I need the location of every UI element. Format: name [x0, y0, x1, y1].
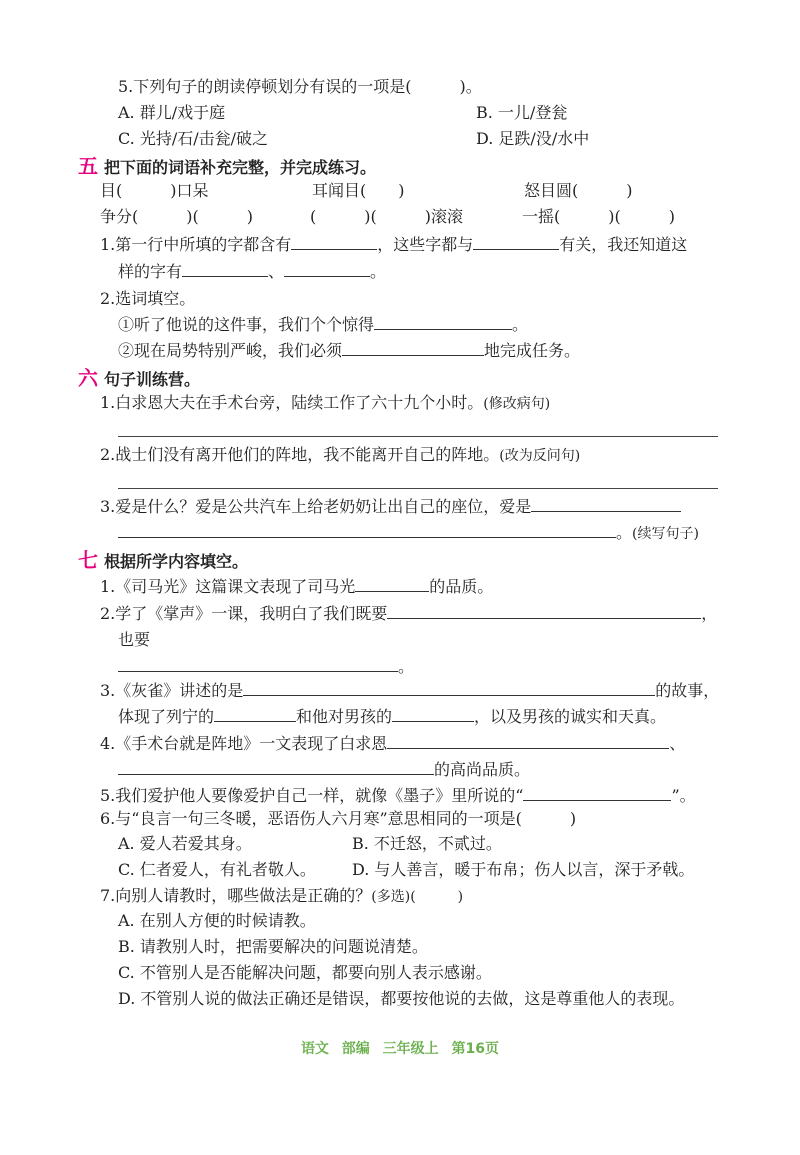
q7-option-a: A. 在别人方便的时候请教。 — [118, 911, 316, 930]
option-d: D. 足跌/没/水中 — [476, 129, 590, 148]
sec7-question-3 — [100, 680, 719, 702]
text: 的高尚品质。 — [434, 760, 531, 779]
word-item-2: 耳闻目( ) — [312, 181, 405, 200]
question-5-stem: 5.下列句子的朗读停顿划分有误的一项是( )。 — [118, 77, 482, 96]
section-number: 五 — [78, 154, 98, 178]
text: 、 — [669, 734, 686, 753]
text: 。 — [370, 262, 387, 281]
sec7-question-2 — [100, 603, 717, 625]
answer-blank[interactable] — [342, 341, 484, 356]
q7-option-b: B. 请教别人时，把需要解决的问题说清楚。 — [118, 937, 428, 956]
text: ，这些字都与 — [377, 235, 474, 254]
sec7-question-1 — [100, 576, 493, 598]
sec6-question-3 — [100, 496, 681, 518]
section-number: 六 — [78, 366, 98, 390]
hint: (改为反问句) — [499, 448, 581, 464]
sec6-question-2 — [100, 444, 580, 467]
answer-blank[interactable] — [387, 734, 669, 749]
text: 。 — [398, 657, 415, 676]
text: ②现在局势特别严峻，我们必须 — [118, 341, 343, 360]
text: 4.《手术台就是阵地》一文表现了白求恩 — [100, 734, 388, 753]
text: ”。 — [671, 786, 696, 805]
q6-option-a: A. 爱人若爱其身。 — [118, 834, 252, 853]
sec5-question-2-2 — [118, 340, 580, 362]
sec5-question-2-1 — [118, 314, 528, 336]
section-6-heading — [78, 366, 200, 392]
answer-blank[interactable] — [118, 760, 434, 775]
answer-blank[interactable] — [182, 262, 268, 277]
section-number: 七 — [78, 548, 98, 572]
text: ， — [701, 604, 718, 623]
word-item-6: 一摇( )( ) — [522, 207, 675, 226]
word-item-3: 怒目圆( ) — [524, 181, 633, 200]
text: 。 — [616, 523, 633, 542]
sec5-question-1 — [100, 234, 687, 256]
text: 样的字有 — [118, 262, 183, 281]
hint: (续写句子) — [632, 526, 699, 542]
option-c: C. 光持/石/击瓮/破之 — [118, 129, 269, 148]
option-a: A. 群儿/戏于庭 — [118, 103, 226, 122]
section-title: 把下面的词语补充完整，并完成练习。 — [104, 158, 377, 177]
text: 的故事， — [655, 681, 720, 700]
answer-blank[interactable] — [392, 707, 474, 722]
sec6-question-3-cont — [118, 522, 699, 545]
sec7-question-2-cont2 — [118, 656, 414, 678]
text: 、 — [268, 262, 285, 281]
answer-blank[interactable] — [291, 235, 377, 250]
text: 1.《司马光》这篇课文表现了司马光 — [100, 577, 356, 596]
section-7-heading — [78, 548, 248, 574]
section-5-heading — [78, 154, 376, 180]
q7-option-c: C. 不管别人是否能解决问题，都要向别人表示感谢。 — [118, 963, 492, 982]
text: 3.《灰雀》讲述的是 — [100, 681, 244, 700]
answer-line[interactable] — [118, 488, 718, 489]
answer-line[interactable] — [118, 436, 718, 437]
q6-option-b: B. 不迁怒，不贰过。 — [352, 834, 502, 853]
word-item-5: ( )( )滚滚 — [310, 207, 463, 226]
hint: (修改病句) — [483, 396, 551, 412]
text: 1.第一行中所填的字都含有 — [100, 235, 292, 254]
q6-option-d: D. 与人善言，暖于布帛；伤人以言，深于矛戟。 — [352, 860, 695, 879]
sec5-question-2: 2.选词填空。 — [100, 289, 196, 308]
q6-option-c: C. 仁者爱人，有礼者敬人。 — [118, 860, 316, 879]
text: 。 — [512, 315, 529, 334]
text: 2.战士们没有离开他们的阵地，我不能离开自己的阵地。 — [100, 445, 500, 464]
answer-blank[interactable] — [523, 786, 671, 801]
sec6-question-1 — [100, 392, 550, 415]
answer-blank[interactable] — [284, 262, 370, 277]
answer-blank[interactable] — [473, 235, 559, 250]
section-title: 句子训练营。 — [104, 370, 201, 389]
text: ①听了他说的这件事，我们个个惊得 — [118, 315, 375, 334]
sec7-question-2-cont: 也要 — [118, 630, 151, 649]
sec7-question-4 — [100, 733, 685, 755]
option-b: B. 一儿/登瓮 — [476, 103, 568, 122]
answer-blank[interactable] — [355, 577, 429, 592]
answer-blank[interactable] — [118, 657, 398, 672]
sec7-question-3-cont — [118, 706, 666, 728]
page-footer: 语文 部编 三年级上 第16页 — [300, 1041, 500, 1057]
text: ，以及男孩的诚实和天真。 — [474, 707, 667, 726]
text: 和他对男孩的 — [296, 707, 393, 726]
answer-blank[interactable] — [243, 681, 655, 696]
text: 体现了列宁的 — [118, 707, 215, 726]
answer-blank[interactable] — [118, 523, 616, 538]
text: 5.我们爱护他人要像爱护自己一样，就像《墨子》里所说的“ — [100, 786, 524, 805]
word-item-4: 争分( )( ) — [100, 207, 253, 226]
word-item-1: 目( )口呆 — [100, 181, 209, 200]
text: 有关，我还知道这 — [559, 235, 688, 254]
text: 地完成任务。 — [484, 341, 581, 360]
answer-blank[interactable] — [531, 497, 681, 512]
sec5-question-1-cont — [118, 261, 386, 283]
answer-blank[interactable] — [387, 604, 701, 619]
answer-blank[interactable] — [374, 315, 512, 330]
hint: (多选)( ) — [371, 889, 464, 905]
sec7-question-7 — [100, 885, 463, 908]
q7-option-d: D. 不管别人说的做法正确还是错误，都要按他说的去做，这是尊重他人的表现。 — [118, 989, 685, 1008]
text: 2.学了《掌声》一课，我明白了我们既要 — [100, 604, 388, 623]
answer-blank[interactable] — [214, 707, 296, 722]
text: 1.白求恩大夫在手术台旁，陆续工作了六十九个小时。 — [100, 393, 484, 412]
text: 的品质。 — [429, 577, 494, 596]
text: 7.向别人请教时，哪些做法是正确的？ — [100, 886, 372, 905]
text: 3.爱是什么？爱是公共汽车上给老奶奶让出自己的座位，爱是 — [100, 497, 532, 516]
sec7-question-6: 6.与“良言一句三冬暖，恶语伤人六月寒”意思相同的一项是( ) — [100, 809, 577, 828]
sec7-question-5 — [100, 785, 696, 807]
sec7-question-4-cont — [118, 759, 530, 781]
section-title: 根据所学内容填空。 — [104, 552, 249, 571]
